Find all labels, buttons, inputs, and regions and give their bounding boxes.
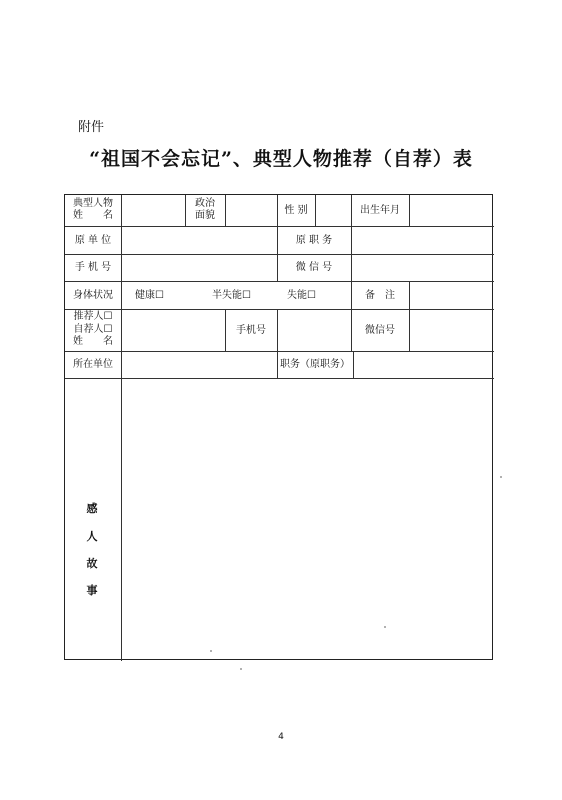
attachment-label: 附件	[78, 120, 105, 135]
wechat-id-label: 微 信 号	[295, 262, 333, 273]
birth-date-label: 出生年月	[360, 205, 400, 216]
original-unit-label: 原 单 位	[74, 235, 112, 246]
recommender-name-label: 推荐人☐ 自荐人☐ 姓 名	[73, 311, 113, 347]
row-divider-2	[65, 254, 494, 255]
cell-divider	[409, 309, 410, 351]
scan-speck	[500, 476, 502, 478]
cell-divider	[351, 226, 352, 281]
cell-divider	[409, 195, 410, 226]
story-content-area[interactable]	[122, 379, 492, 659]
scan-speck	[210, 650, 212, 652]
row-divider-3	[65, 281, 494, 282]
story-label-char-3: 故	[86, 557, 98, 570]
duty-label: 职务（原职务）	[280, 359, 350, 370]
form-title: “祖国不会忘记”、典型人物推荐（自荐）表	[89, 148, 473, 170]
row-divider-5	[65, 351, 494, 352]
row-divider-4	[65, 309, 494, 310]
cell-divider	[353, 351, 354, 378]
recommender-phone-label: 手机号	[236, 325, 266, 336]
cell-divider	[277, 309, 278, 351]
row-divider-1	[65, 226, 494, 227]
health-status-label: 身体状况	[73, 290, 113, 301]
recommendation-form-table	[64, 194, 493, 660]
cell-divider	[409, 281, 410, 309]
recommender-wechat-label: 微信号	[365, 325, 395, 336]
healthy-checkbox[interactable]: 健康☐	[135, 290, 164, 301]
story-label-char-4: 事	[86, 584, 98, 597]
original-position-label: 原 职 务	[295, 235, 333, 246]
political-status-label: 政治 面貌	[195, 198, 215, 221]
story-label-char-2: 人	[86, 530, 98, 543]
scan-speck	[384, 626, 386, 628]
story-label-char-1: 感	[86, 502, 98, 515]
disabled-checkbox[interactable]: 失能☐	[287, 290, 316, 301]
half-disabled-checkbox[interactable]: 半失能☐	[212, 290, 251, 301]
page-number: 4	[278, 732, 284, 742]
cell-divider	[315, 195, 316, 226]
scan-speck	[240, 668, 242, 670]
gender-label: 性 别	[284, 205, 308, 216]
phone-number-label: 手 机 号	[74, 262, 112, 273]
typical-person-name-label: 典型人物 姓 名	[73, 198, 113, 221]
remark-label: 备 注	[365, 290, 395, 301]
current-unit-label: 所在单位	[73, 359, 113, 370]
cell-divider	[225, 195, 226, 226]
